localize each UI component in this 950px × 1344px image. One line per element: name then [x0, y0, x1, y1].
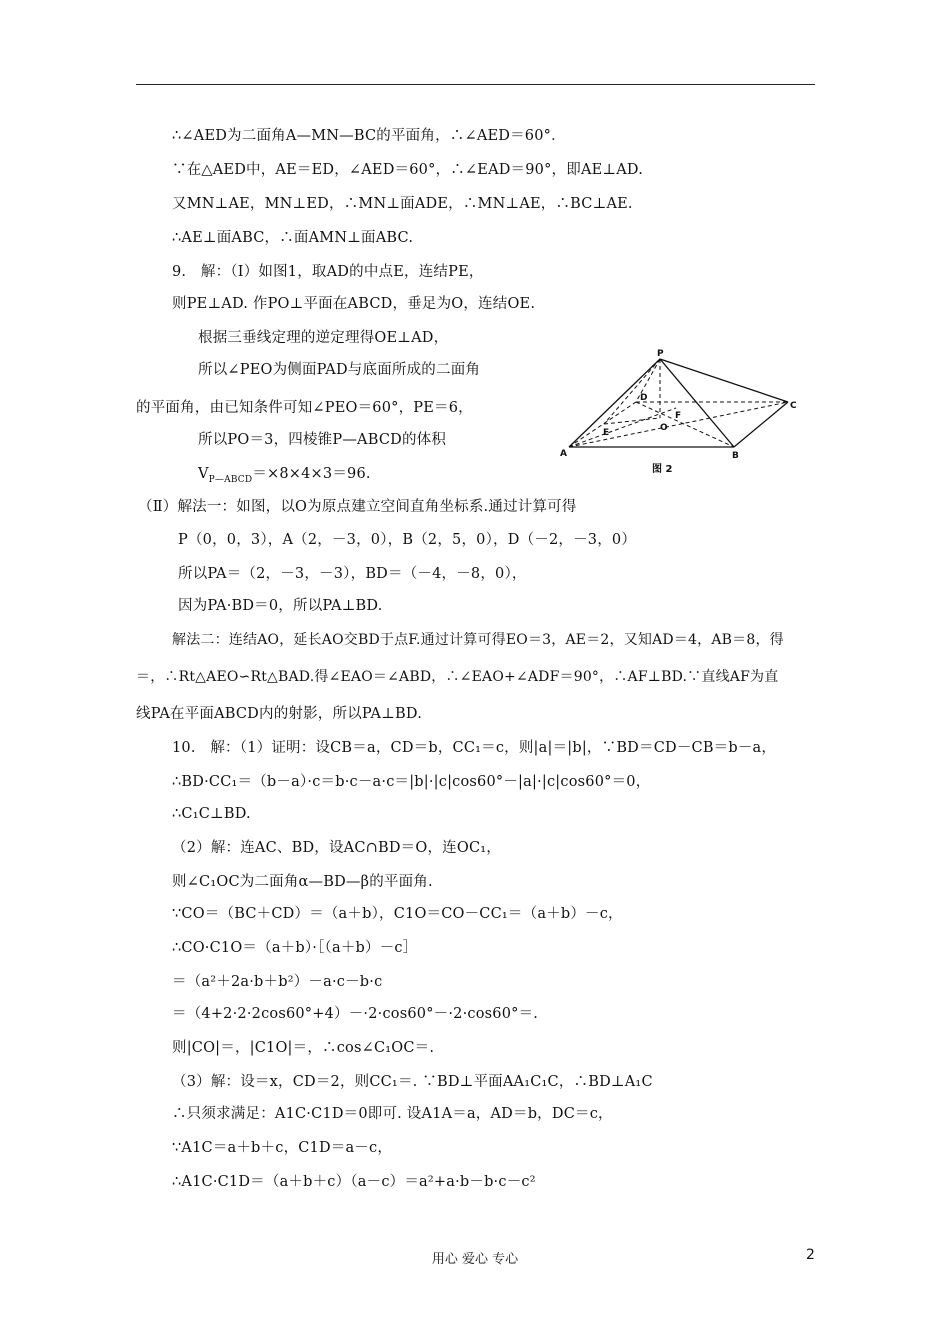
text-line: （Ⅱ）解法一：如图，以O为原点建立空间直角坐标系.通过计算可得	[138, 499, 577, 515]
label-D: D	[640, 393, 648, 403]
volume-formula	[198, 464, 371, 490]
text-line: 根据三垂线定理的逆定理得OE⊥AD，	[198, 330, 449, 346]
text-line: ∴只须求满足：A1C·C1D＝0即可. 设A1A＝a，AD＝b，DC＝c，	[172, 1106, 613, 1122]
text-line: ∴∠AED为二面角A—MN—BC的平面角，∴∠AED＝60°．	[172, 128, 566, 144]
header-rule	[136, 84, 815, 85]
text-line: 9. 解：（Ⅰ）如图1，取AD的中点E，连结PE，	[172, 264, 484, 280]
volume-value: ＝×8×4×3＝96.	[252, 466, 371, 482]
text-line: 解法二：连结AO，延长AO交BD于点F.通过计算可得EO＝3，AE＝2，又知AD＝4，AB＝8，得	[172, 632, 784, 648]
text-line: ＝（4+2·2·2cos60°+4）－·2·cos60°－·2·cos60°＝.	[172, 1006, 539, 1022]
text-line: ∴BD·CC₁＝（b－a）·c＝b·c－a·c＝|b|·|c|cos60°－|a|·|c|cos60°＝0，	[172, 774, 651, 790]
text-line: ∴CO·C1O＝（a＋b）·［（a＋b）－c］	[172, 940, 418, 956]
pyramid-figure	[556, 346, 816, 476]
footer-slogan: 用心 爱心 专心	[431, 1252, 519, 1267]
label-O: O	[660, 423, 668, 433]
text-line: （3）解：设＝x，CD＝2，则CC₁＝. ∵BD⊥平面AA₁C₁C，∴BD⊥A₁C	[172, 1074, 653, 1090]
label-E: E	[603, 428, 610, 438]
text-line: 则|CO|＝，|C1O|＝，∴cos∠C₁OC＝.	[172, 1040, 435, 1056]
label-P: P	[657, 349, 664, 359]
label-B: B	[732, 451, 739, 461]
text-line: 线PA在平面ABCD内的射影，所以PA⊥BD.	[136, 706, 423, 722]
text-line: 则∠C₁OC为二面角α—BD—β的平面角.	[172, 874, 433, 890]
edge-AD	[569, 402, 636, 447]
label-C: C	[790, 401, 797, 411]
label-A: A	[560, 449, 567, 459]
text-line: ＝，∴Rt△AEO∽Rt△BAD.得∠EAO＝∠ABD，∴∠EAO+∠ADF＝90°，∴AF⊥BD.∵直线AF为直	[136, 669, 779, 685]
edge-PA	[569, 359, 660, 447]
figure-caption: 图 2	[652, 464, 673, 475]
volume-subscript: P—ABCD	[208, 474, 253, 485]
diagonal-AC	[569, 402, 788, 447]
text-line: 10. 解：（1）证明：设CB＝a，CD＝b，CC₁＝c，则|a|＝|b|，∵BD＝CD－CB＝b－a，	[172, 740, 777, 756]
text-line: 因为PA·BD＝0，所以PA⊥BD.	[178, 598, 383, 614]
edge-PB	[660, 359, 734, 447]
text-line: 所以∠PEO为侧面PAD与底面所成的二面角	[198, 362, 481, 378]
text-line: 则PE⊥AD. 作PO⊥平面在ABCD，垂足为O，连结OE.	[172, 296, 536, 312]
text-line: ∵在△AED中，AE＝ED，∠AED＝60°，∴∠EAD＝90°，即AE⊥AD.	[172, 162, 644, 178]
text-line: 的平面角，由已知条件可知∠PEO＝60°，PE＝6，	[136, 400, 473, 416]
text-line: 又MN⊥AE，MN⊥ED，∴MN⊥面ADE，∴MN⊥AE，∴BC⊥AE.	[172, 196, 633, 212]
pyramid-diagram	[556, 346, 816, 476]
segment-PE	[604, 359, 660, 424]
text-line: ∴A1C·C1D＝（a＋b＋c）（a－c）＝a²+a·b－b·c－c²	[172, 1174, 536, 1190]
edge-PC	[660, 359, 788, 402]
segment-EO	[604, 418, 660, 424]
text-line: 所以PA＝（2，－3，－3），BD＝（－4，－8，0），	[178, 566, 527, 582]
edge-BC	[734, 402, 788, 447]
diagonal-BD	[636, 402, 734, 447]
text-line: ∵A1C＝a＋b＋c，C1D＝a－c，	[172, 1140, 393, 1156]
page-number: 2	[806, 1247, 815, 1263]
text-line: P（0，0，3），A（2，－3，0），B（2，5，0），D（－2，－3，0）	[178, 532, 637, 548]
text-line: ∴C₁C⊥BD.	[172, 806, 251, 822]
text-line: ＝（a²＋2a·b＋b²）－a·c－b·c	[172, 974, 383, 990]
text-line: 所以PO＝3，四棱锥P—ABCD的体积	[198, 432, 447, 448]
volume-symbol: V	[198, 466, 209, 482]
label-F: F	[675, 411, 682, 421]
text-line: ∴AE⊥面ABC，∴面AMN⊥面ABC.	[172, 230, 414, 246]
text-line: ∵CO＝（BC＋CD）＝（a＋b），C1O＝CO－CC₁＝（a＋b）－c，	[172, 906, 623, 922]
text-line: （2）解：连AC、BD，设AC∩BD＝O，连OC₁，	[172, 840, 501, 856]
